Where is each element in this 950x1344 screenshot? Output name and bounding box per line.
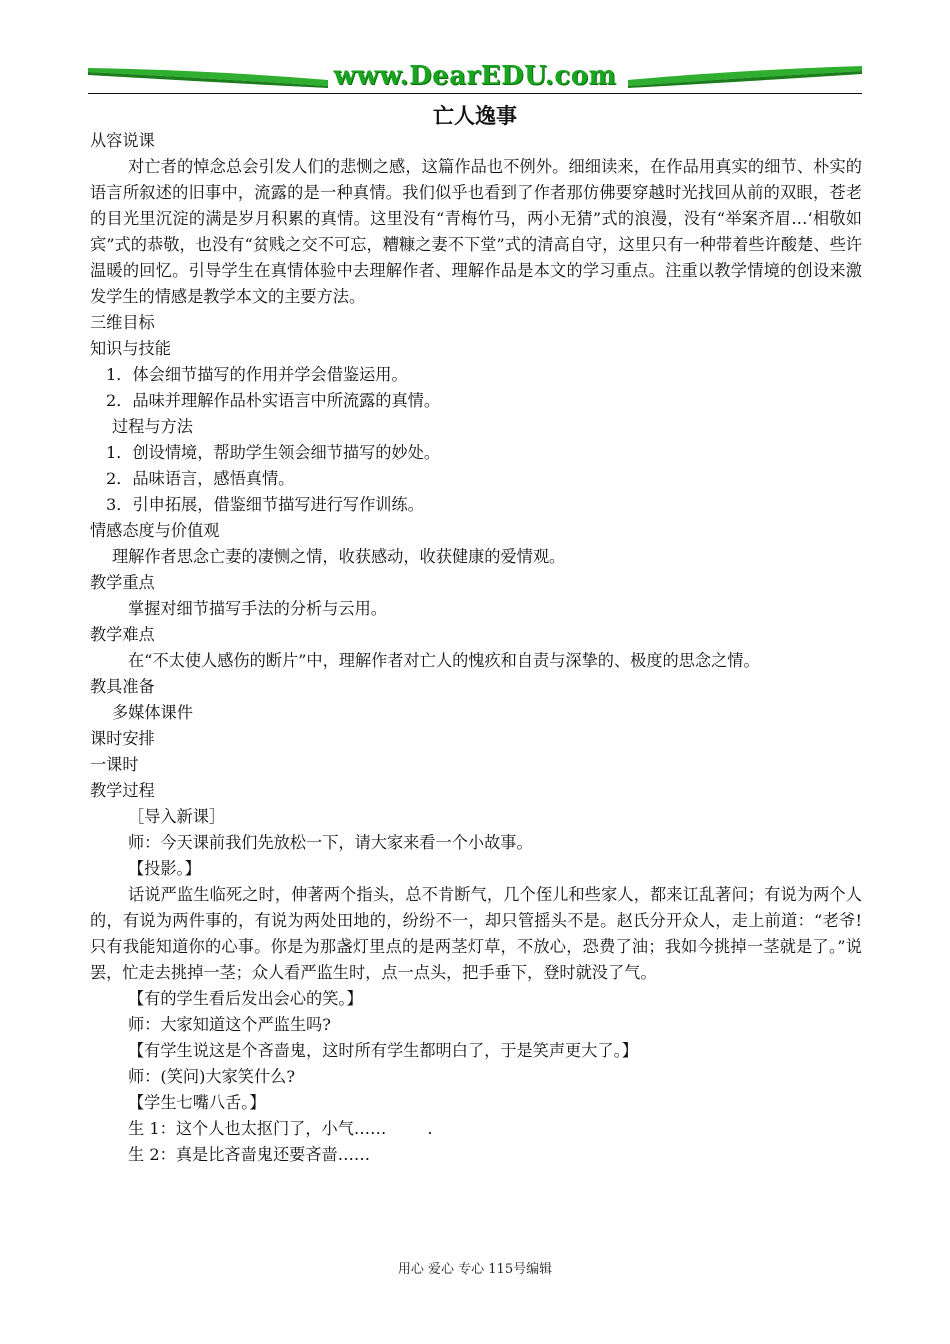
- stage-note: 【学生七嘴八舌。】: [128, 1093, 266, 1112]
- section-heading: 三维目标: [90, 313, 155, 332]
- page-title: 亡人逸事: [433, 104, 517, 128]
- paragraph: 对亡者的悼念总会引发人们的悲恻之感，这篇作品也不例外。细细读来，在作品用真实的细节、朴实的语言所叙述的旧事中，流露的是一种真情。我们似乎也看到了作者那仿佛要穿越时光找回从前的双眼，苍老的目光里沉淀的满是岁月积累的真情。这里没有“青梅竹马，两小无猜”式的浪漫，没有“举案齐眉…‘相敬如宾”式的恭敬，也没有“贫贱之交不可忘，糟糠之妻不下堂”式的清高自守，这里只有一种带着些许酸楚、些许温暖的回忆。引导学生在真情体验中去理解作者、理解作品是本文的学习重点。注重以教学情境的创设来激发学生的情感是教学本文的主要方法。: [90, 157, 862, 306]
- dialogue-line: 师：大家知道这个严监生吗?: [128, 1015, 331, 1034]
- paragraph: 多媒体课件: [112, 703, 193, 722]
- paragraph: 一课时: [90, 755, 139, 774]
- stage-note: 【有的学生看后发出会心的笑。】: [128, 989, 363, 1008]
- section-heading: 从容说课: [90, 131, 155, 150]
- header-divider: [88, 93, 862, 94]
- document-body: [90, 128, 862, 1168]
- stage-marker: ［导入新课］: [128, 807, 226, 826]
- dialogue-line: 生 1：这个人也太抠门了，小气…… .: [128, 1119, 433, 1138]
- section-heading: 课时安排: [90, 729, 155, 748]
- site-brand-logo[interactable]: www.DearEDU.com: [333, 61, 617, 91]
- list-item: 理解作者思念亡妻的凄恻之情，收获感动，收获健康的爱情观。: [112, 547, 566, 566]
- list-item: 2．品味并理解作品朴实语言中所流露的真情。: [106, 391, 441, 410]
- list-item: 2．品味语言，感悟真情。: [106, 469, 295, 488]
- list-item: 3．引申拓展，借鉴细节描写进行写作训练。: [106, 495, 424, 514]
- site-header: [88, 58, 862, 94]
- subheading: 情感态度与价值观: [90, 521, 220, 540]
- section-heading: 教学过程: [90, 781, 155, 800]
- subheading: 知识与技能: [90, 339, 171, 358]
- list-item: 1．创设情境，帮助学生领会细节描写的妙处。: [106, 443, 441, 462]
- subheading: 过程与方法: [112, 417, 193, 436]
- list-item: 1．体会细节描写的作用并学会借鉴运用。: [106, 365, 408, 384]
- story-paragraph: 话说严监生临死之时，伸著两个指头，总不肯断气，几个侄儿和些家人，都来讧乱著问；有说为两个人的，有说为两件事的，有说为两处田地的，纷纷不一，却只管摇头不是。赵氏分开众人，走上前道：“老爷!只有我能知道你的心事。你是为那盏灯里点的是两茎灯草，不放心，恐费了油；我如今挑掉一茎就是了。”说罢，忙走去挑掉一茎；众人看严监生时，点一点头，把手垂下，登时就没了气。: [90, 885, 862, 982]
- dialogue-line: 师：(笑问)大家笑什么?: [128, 1067, 295, 1086]
- paragraph: 在“不太使人感伤的断片”中，理解作者对亡人的愧疚和自责与深挚的、极度的思念之情。: [128, 651, 760, 670]
- dialogue-line: 生 2：真是比吝啬鬼还要吝啬……: [128, 1145, 371, 1164]
- section-heading: 教具准备: [90, 677, 155, 696]
- dialogue-line: 师：今天课前我们先放松一下，请大家来看一个小故事。: [128, 833, 533, 852]
- stage-note: 【有学生说这是个吝啬鬼，这时所有学生都明白了，于是笑声更大了。】: [128, 1041, 638, 1060]
- section-heading: 教学难点: [90, 625, 155, 644]
- stage-note: 【投影。】: [128, 859, 201, 878]
- section-heading: 教学重点: [90, 573, 155, 592]
- paragraph: 掌握对细节描写手法的分析与云用。: [128, 599, 387, 618]
- page-footer: 用心 爱心 专心 115号编辑: [397, 1262, 553, 1277]
